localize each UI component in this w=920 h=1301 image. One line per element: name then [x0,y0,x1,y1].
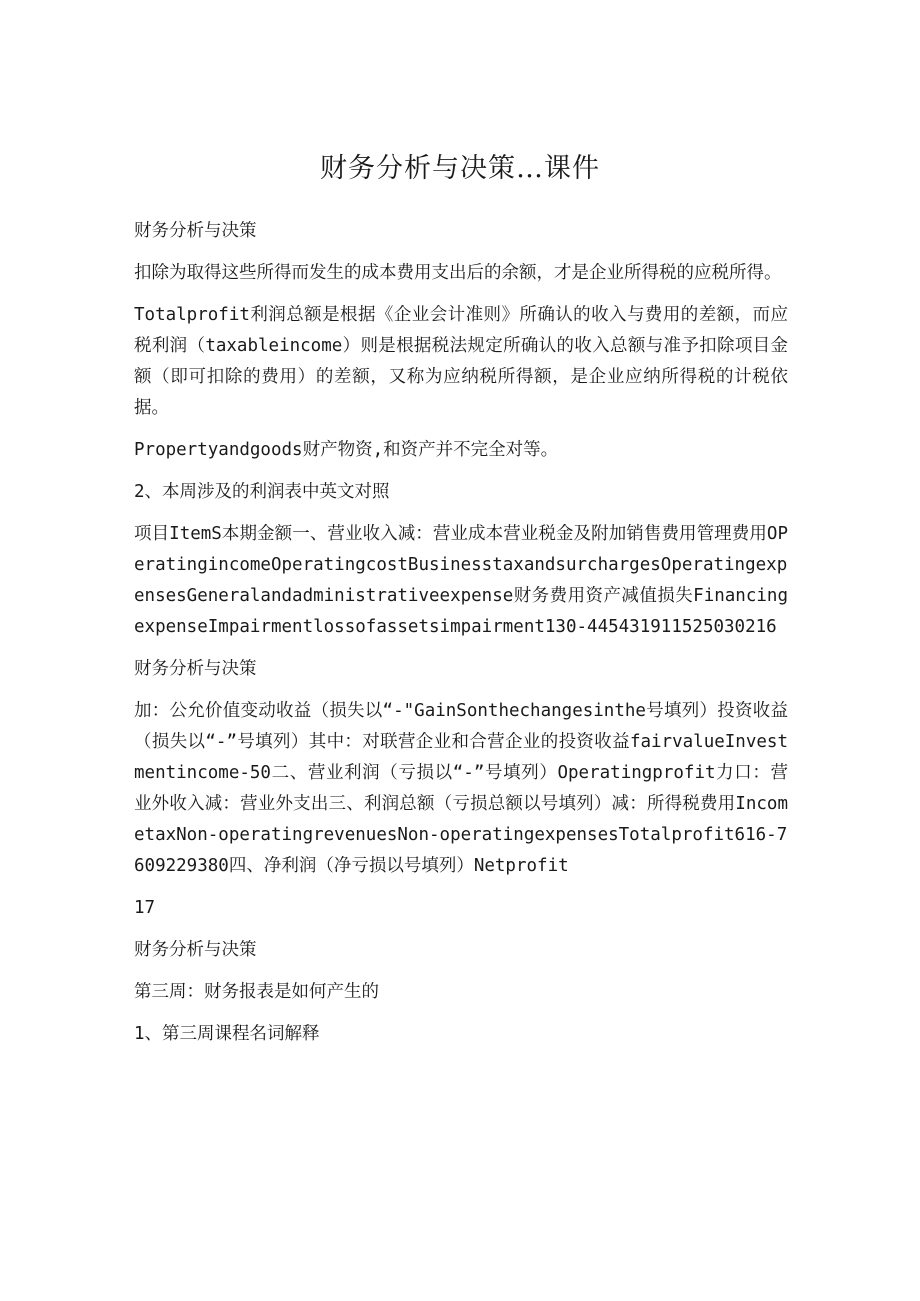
document-body [134,216,788,1061]
section-heading: 1、第三周课程名词解释 [134,1024,320,1044]
body-paragraph: 扣除为取得这些所得而发生的成本费用支出后的余额，才是企业所得税的应税所得。 [134,263,782,283]
body-paragraph: 加：公允价值变动收益（损失以“-"GainSonthechangesinthe号填列）投资收益（损失以“-”号填列）其中：对联营企业和合营企业的投资收益fairvalueInvestmentincome-50二、营业利润（亏损以“-”号填列）Operatingprofit力口：营业外收入减：营业外支出三、利润总额（亏损总额以号填列）减：所得税费用IncometaxNon-operatingrevenuesNon-operatingexpensesTotalprofit616-7609229380四、净利润（净亏损以号填列）Netprofit [134,701,788,876]
section-heading: 财务分析与决策 [134,940,257,960]
body-paragraph: Totalprofit利润总额是根据《企业会计准则》所确认的收入与费用的差额，而应税利润（taxableincome）则是根据税法规定所确认的收入总额与准予扣除项目金额（即可扣除的费用）的差额，又称为应纳税所得额，是企业应纳所得税的计税依据。 [134,305,788,418]
section-heading: 第三周：财务报表是如何产生的 [134,982,379,1002]
page-number: 17 [134,898,156,918]
body-paragraph: 项目ItemS本期金额一、营业收入减：营业成本营业税金及附加销售费用管理费用OPeratingincomeOperatingcostBusinesstaxandsurchargesOperatingexpensesGeneralandadministrativeexpense财务费用资产减值损失FinancingexpenseImpairmentlossofassetsimpairment130-445431911525030216 [134,524,788,637]
section-heading: 财务分析与决策 [134,221,257,241]
section-heading: 财务分析与决策 [134,659,257,679]
body-paragraph: Propertyandgoods财产物资,和资产并不完全对等。 [134,440,559,460]
section-heading: 2、本周涉及的利润表中英文对照 [134,482,390,502]
document-title: 财务分析与决策…课件 [320,153,600,184]
